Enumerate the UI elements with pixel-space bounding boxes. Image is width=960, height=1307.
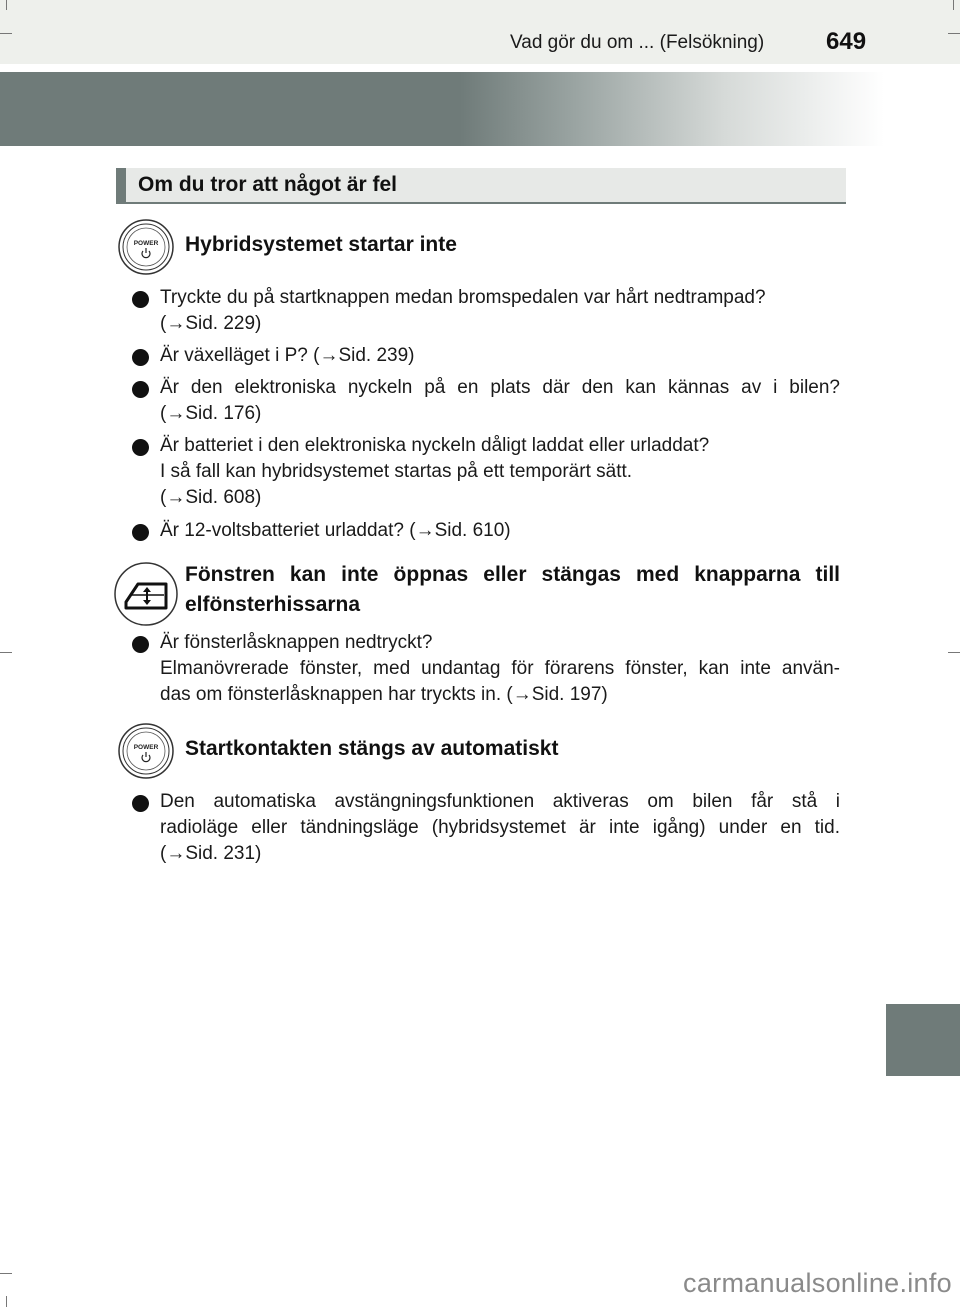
crop-mark bbox=[6, 1296, 7, 1307]
header-bar bbox=[0, 0, 960, 64]
watermark: carmanualsonline.info bbox=[683, 1268, 952, 1298]
crop-mark bbox=[0, 1273, 12, 1274]
bullet-dot bbox=[132, 524, 149, 541]
bullet-dot bbox=[132, 795, 149, 812]
bullet-dot bbox=[132, 349, 149, 366]
power-button-icon bbox=[118, 219, 174, 275]
crop-mark bbox=[948, 33, 960, 34]
power-button-icon bbox=[118, 723, 174, 779]
bullet-dot bbox=[132, 439, 149, 456]
bullet-dot bbox=[132, 381, 149, 398]
list-item: Är batteriet i den elektroniska nyckeln dåligt laddat eller urladdat? I så fall kan hybridsystemet startas på ett temporärt sätt. (→Sid. 608) bbox=[160, 435, 710, 508]
list-item: Är växelläget i P? (→Sid. 239) bbox=[160, 345, 415, 366]
list-item: Är fönsterlåsknappen nedtryckt? Elmanövrerade fönster, med undantag för förarens fönster, kan inte använ- das om fönsterlåsknappen har tryckts in. (→Sid. 197) bbox=[160, 632, 840, 705]
crop-mark bbox=[0, 33, 12, 34]
bullet-dot bbox=[132, 636, 149, 653]
crop-mark bbox=[0, 652, 12, 653]
list-item: Tryckte du på startknappen medan bromspedalen var hårt nedtrampad? (→Sid. 229) bbox=[160, 287, 766, 334]
page-number: 649 bbox=[826, 28, 867, 55]
section-heading-text: Om du tror att något är fel bbox=[138, 173, 398, 196]
list-item: Är 12-voltsbatteriet urladdat? (→Sid. 610) bbox=[160, 520, 511, 541]
decorative-gradient-band bbox=[0, 72, 884, 146]
block-heading-hybrid: Hybridsystemet startar inte bbox=[185, 233, 457, 256]
section-heading bbox=[116, 168, 846, 204]
crop-mark bbox=[953, 0, 954, 10]
header-title: Vad gör du om ... (Felsökning) bbox=[510, 32, 765, 53]
power-icon-label: POWER bbox=[133, 744, 159, 751]
chapter-side-tab bbox=[886, 1004, 960, 1076]
list-item: Är den elektroniska nyckeln på en plats där den kan kännas av i bilen? (→Sid. 176) bbox=[160, 377, 840, 424]
bullet-dot bbox=[132, 291, 149, 308]
power-icon-label: POWER bbox=[133, 240, 159, 247]
power-window-icon bbox=[114, 562, 178, 626]
crop-mark bbox=[948, 652, 960, 653]
crop-mark bbox=[6, 0, 7, 10]
block-heading-auto-off: Startkontakten stängs av automatiskt bbox=[185, 737, 559, 760]
list-item: Den automatiska avstängningsfunktionen aktiveras om bilen får stå i radioläge eller tändningsläge (hybridsystemet är inte igång) under en tid. (→Sid. 231) bbox=[160, 791, 840, 864]
block-heading-windows: Fönstren kan inte öppnas eller stängas med knapparna till elfönsterhissarna bbox=[185, 563, 840, 616]
